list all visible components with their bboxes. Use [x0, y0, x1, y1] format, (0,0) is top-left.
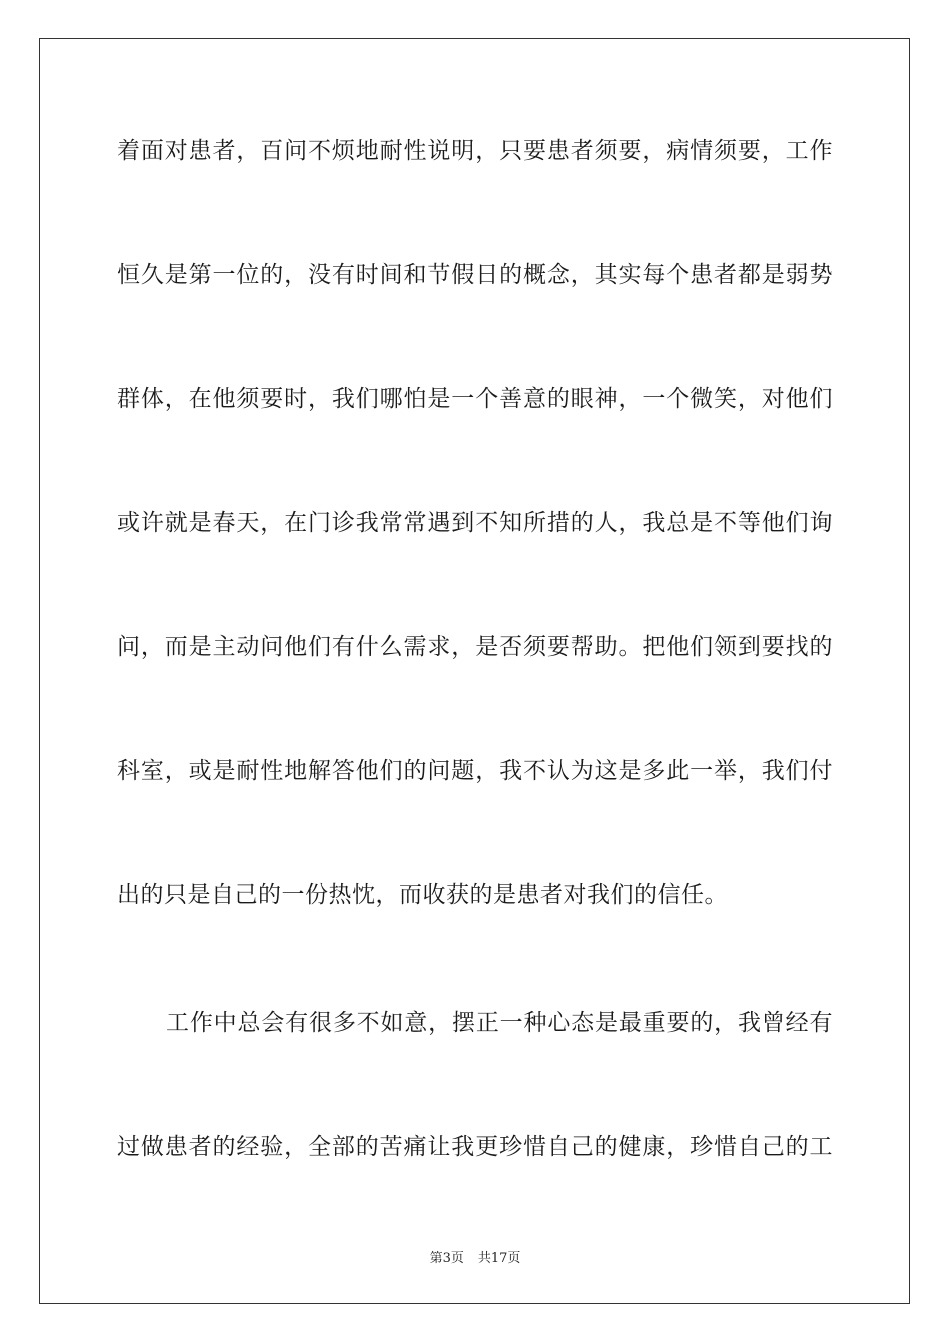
- page-total: 共17页: [477, 1251, 521, 1266]
- paragraph-line: 问，而是主动问他们有什么需求，是否须要帮助。把他们领到要找的: [117, 634, 833, 660]
- page-footer: [0, 1247, 950, 1266]
- paragraph-line: 科室，或是耐性地解答他们的问题，我不认为这是多此一举，我们付: [117, 758, 833, 784]
- paragraph-line: 工作中总会有很多不如意，摆正一种心态是最重要的，我曾经有: [166, 1010, 833, 1036]
- page-border: [39, 38, 910, 1304]
- paragraph-line: 着面对患者，百问不烦地耐性说明，只要患者须要，病情须要，工作: [117, 138, 833, 164]
- paragraph-line: 恒久是第一位的，没有时间和节假日的概念，其实每个患者都是弱势: [117, 262, 833, 288]
- page-number: 第3页: [429, 1251, 464, 1266]
- paragraph-line: 出的只是自己的一份热忱，而收获的是患者对我们的信任。: [117, 882, 728, 908]
- paragraph-line: 群体，在他须要时，我们哪怕是一个善意的眼神，一个微笑，对他们: [117, 386, 833, 412]
- paragraph-line: 过做患者的经验，全部的苦痛让我更珍惜自己的健康，珍惜自己的工: [117, 1134, 833, 1160]
- paragraph-line: 或许就是春天，在门诊我常常遇到不知所措的人，我总是不等他们询: [117, 510, 833, 536]
